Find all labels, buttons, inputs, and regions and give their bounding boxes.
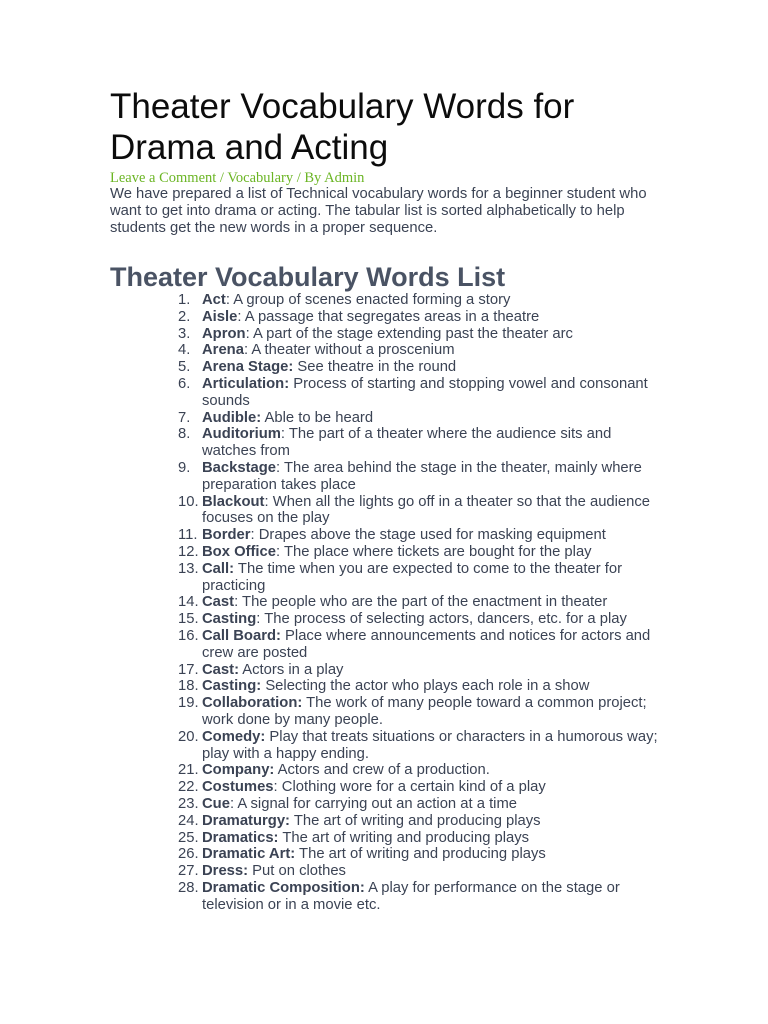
leave-comment-link[interactable]: Leave a Comment (110, 170, 217, 186)
category-link[interactable]: Vocabulary (227, 170, 294, 186)
list-item-number: 15. (178, 611, 199, 628)
vocab-definition: The art of writing and producing plays (289, 812, 541, 829)
list-item (110, 830, 658, 847)
list-item-number: 11. (178, 527, 198, 544)
list-item (110, 695, 658, 729)
vocab-definition: : A signal for carrying out an action at a time (229, 795, 518, 812)
list-item-number: 23. (178, 795, 199, 812)
vocab-term: Backstage (202, 459, 277, 476)
list-item (110, 611, 658, 628)
list-item (110, 729, 658, 763)
vocab-definition: The art of writing and producing plays (278, 829, 530, 846)
vocab-definition: Selecting the actor who plays each role in a show (261, 678, 590, 695)
vocab-term: Border (202, 527, 251, 544)
vocab-definition: Actors in a play (239, 661, 344, 678)
vocab-definition: : When all the lights go off in a theater so that the audience focuses on the play (202, 493, 651, 527)
list-item (110, 662, 658, 679)
list-item (110, 813, 658, 830)
vocab-term: Call: (202, 560, 235, 577)
list-item-number: 12. (178, 543, 199, 560)
list-item (110, 326, 658, 343)
list-item (110, 527, 658, 544)
vocab-term: Cue (202, 795, 230, 812)
list-item-number: 10. (178, 493, 199, 510)
section-heading: Theater Vocabulary Words List (110, 262, 506, 292)
list-item-number: 21. (178, 762, 199, 779)
list-item-number: 28. (178, 879, 199, 896)
list-item-number: 13. (178, 560, 199, 577)
vocab-term: Cast (202, 594, 235, 611)
list-item-number: 5. (178, 359, 191, 376)
vocab-term: Articulation: (202, 375, 290, 392)
vocab-definition: : A part of the stage extending past the theater arc (245, 325, 573, 342)
vocab-term: Costumes (202, 779, 274, 796)
list-item (110, 678, 658, 695)
vocab-term: Company: (202, 762, 275, 779)
list-item (110, 846, 658, 863)
meta-separator: / (216, 170, 228, 186)
vocab-definition: The art of writing and producing plays (295, 846, 546, 863)
vocab-definition: The time when you are expected to come to the theater for practicing (202, 560, 623, 594)
meta-by: / By (293, 170, 325, 186)
list-item (110, 762, 658, 779)
vocab-definition: : A passage that segregates areas in a theatre (237, 308, 540, 325)
list-item-number: 19. (178, 695, 199, 712)
list-item-number: 14. (178, 594, 199, 611)
vocab-definition: See theatre in the round (293, 359, 457, 376)
vocab-definition: : The area behind the stage in the theater, mainly where preparation takes place (202, 459, 642, 493)
vocab-definition: : The process of selecting actors, dancers, etc. for a play (256, 611, 627, 628)
list-item (110, 410, 658, 427)
vocab-term: Dramatics: (202, 829, 279, 846)
vocab-term: Call Board: (202, 627, 281, 644)
vocab-term: Arena Stage: (202, 359, 294, 376)
vocab-definition: : Clothing wore for a certain kind of a play (273, 779, 546, 796)
vocab-term: Act (202, 292, 226, 308)
list-item-number: 18. (178, 678, 199, 695)
list-item-number: 20. (178, 728, 199, 745)
vocab-definition: Able to be heard (261, 409, 374, 426)
list-item (110, 796, 658, 813)
list-item-number: 2. (178, 308, 191, 325)
vocab-term: Aisle (202, 308, 238, 325)
vocab-term: Dramaturgy: (202, 812, 290, 829)
vocab-term: Cast: (202, 661, 239, 678)
list-item-number: 4. (178, 342, 191, 359)
list-item (110, 561, 658, 595)
list-item (110, 544, 658, 561)
list-item-number: 27. (178, 863, 199, 880)
vocab-definition: : A theater without a proscenium (243, 342, 455, 359)
list-item-number: 7. (178, 409, 191, 426)
vocab-definition: Actors and crew of a production. (274, 762, 490, 779)
list-item (110, 494, 658, 528)
vocab-definition: The work of many people toward a common project; work done by many people. (202, 695, 647, 728)
vocab-definition: A play for performance on the stage or television or in a movie etc. (202, 879, 620, 913)
list-item-number: 8. (178, 426, 191, 443)
vocabulary-list (110, 292, 658, 913)
intro-paragraph: We have prepared a list of Technical vocabulary words for a beginner student who want to get into drama or acting. The tabular list is sorted alphabetically to help students get the new words in a proper sequence. (110, 186, 647, 236)
vocab-definition: Place where announcements and notices for actors and crew are posted (202, 627, 651, 661)
vocab-definition: : A group of scenes enacted forming a story (225, 292, 511, 308)
list-item (110, 628, 658, 662)
vocab-term: Dress: (202, 863, 249, 880)
vocab-term: Audible: (202, 409, 262, 426)
vocab-definition: : The people who are the part of the enactment in theater (234, 594, 608, 611)
list-item-number: 9. (178, 459, 191, 476)
vocab-term: Dramatic Composition: (202, 879, 365, 896)
list-item (110, 426, 658, 460)
list-item (110, 342, 658, 359)
vocab-definition: : The place where tickets are bought for the play (276, 543, 592, 560)
author-link[interactable]: Admin (324, 170, 365, 186)
page-title: Theater Vocabulary Words for Drama and Acting (110, 87, 575, 167)
list-item-number: 1. (178, 292, 191, 308)
list-item (110, 460, 658, 494)
list-item (110, 376, 658, 410)
vocab-definition: : The part of a theater where the audience sits and watches from (202, 426, 612, 460)
vocab-term: Casting (202, 611, 257, 628)
vocab-term: Arena (202, 342, 244, 359)
list-item (110, 863, 658, 880)
list-item (110, 779, 658, 796)
list-item-number: 17. (178, 661, 199, 678)
post-meta (110, 170, 658, 186)
vocab-term: Auditorium (202, 426, 281, 443)
vocab-term: Collaboration: (202, 695, 303, 712)
list-item (110, 292, 658, 309)
list-item (110, 309, 658, 326)
list-item-number: 16. (178, 627, 199, 644)
list-item (110, 880, 658, 914)
list-item-number: 25. (178, 829, 199, 846)
article (110, 86, 658, 913)
list-item-number: 22. (178, 779, 199, 796)
vocab-definition: Play that treats situations or characters in a humorous way; play with a happy ending. (202, 728, 658, 762)
vocab-definition: Process of starting and stopping vowel and consonant sounds (202, 375, 648, 409)
list-item (110, 594, 658, 611)
vocab-term: Blackout (202, 493, 265, 510)
list-item-number: 6. (178, 375, 191, 392)
list-item-number: 3. (178, 325, 191, 342)
vocab-term: Dramatic Art: (202, 846, 296, 863)
vocab-definition: : Drapes above the stage used for masking equipment (250, 527, 606, 544)
vocab-term: Casting: (202, 678, 262, 695)
list-item (110, 359, 658, 376)
list-item-number: 24. (178, 812, 199, 829)
vocab-term: Apron (202, 325, 246, 342)
vocab-term: Box Office (202, 543, 276, 560)
vocab-definition: Put on clothes (248, 863, 346, 880)
vocab-term: Comedy: (202, 728, 266, 745)
list-item-number: 26. (178, 846, 199, 863)
